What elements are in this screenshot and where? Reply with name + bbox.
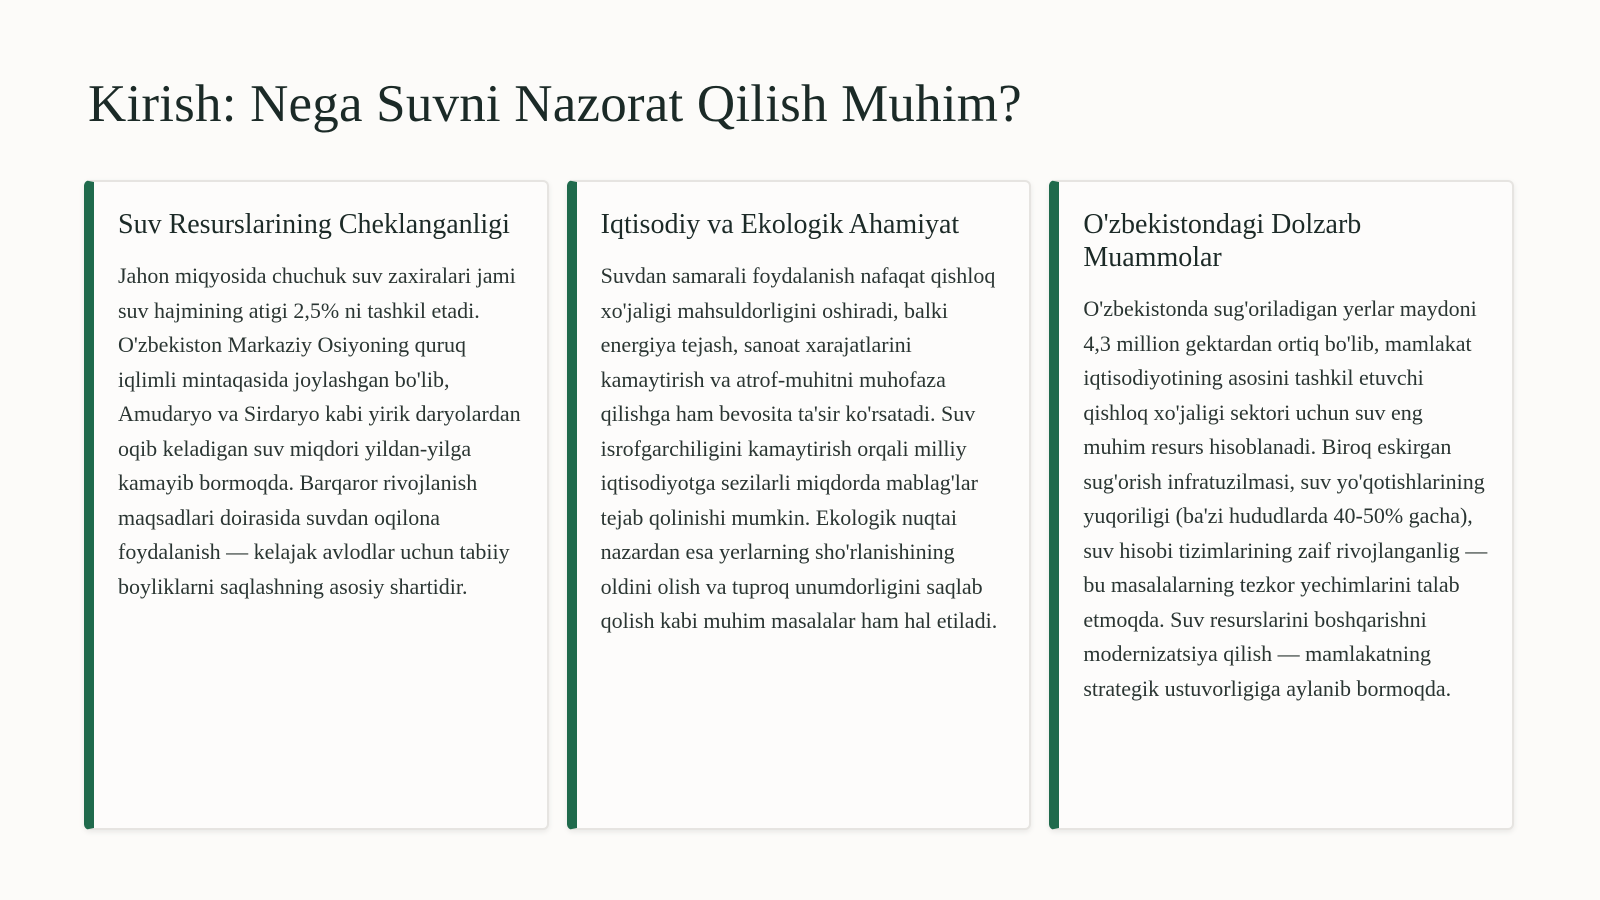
card-title: O'zbekistondagi Dolzarb Muammolar xyxy=(1083,209,1362,273)
page-title: Kirish: Nega Suvni Nazorat Qilish Muhim? xyxy=(88,75,1022,133)
card-title: Iqtisodiy va Ekologik Ahamiyat xyxy=(600,209,960,240)
card-economic-ecological xyxy=(567,180,1032,830)
card-water-scarcity xyxy=(84,180,549,830)
card-title: Suv Resurslarining Cheklanganligi xyxy=(118,209,510,240)
card-body: Jahon miqyosida chuchuk suv zaxiralari jami suv hajmining atigi 2,5% ni tashkil etadi. O'zbekiston Markaziy Osiyoning quruq iqlimli mintaqasida joylashgan bo'lib, Amudaryo va Sirdaryo kabi yirik daryolardan oqib keladigan suv miqdori yildan-yilga kamayib bormoqda. Barqaror rivojlanish maqsadlari doirasida suvdan oqilona foydalanish — kelajak avlodlar uchun tabiiy boyliklarni saqlashning asosiy shartidir. xyxy=(118,263,521,599)
card-body: O'zbekistonda sug'oriladigan yerlar maydoni 4,3 million gektardan ortiq bo'lib, mamlakat iqtisodiyotining asosini tashkil etuvchi qishloq xo'jaligi sektori uchun suv eng muhim resurs hisoblanadi. Biroq eskirgan sug'orish infratuzilmasi, suv yo'qotishlarining yuqoriligi (ba'zi hududlarda 40-50% gacha), suv hisobi tizimlarining zaif rivojlanganlig — bu masalalarning tezkor yechimlarini talab etmoqda. Suv resurslarini boshqarishni modernizatsiya qilish — mamlakatning strategik ustuvorligiga aylanib bormoqda. xyxy=(1083,296,1488,701)
card-body: Suvdan samarali foydalanish nafaqat qishloq xo'jaligi mahsuldorligini oshiradi, balki energiya tejash, sanoat xarajatlarini kamaytirish va atrof-muhitni muhofaza qilishga ham bevosita ta'sir ko'rsatadi. Suv isrofgarchiligini kamaytirish orqali milliy iqtisodiyotga sezilarli miqdorda mablag'lar tejab qolinishi mumkin. Ekologik nuqtai nazardan esa yerlarning sho'rlanishining oldini olish va tuproq unumdorligini saqlab qolish kabi muhim masalalar ham hal etiladi. xyxy=(600,263,998,633)
card-uzbekistan-issues xyxy=(1049,180,1514,830)
cards-row xyxy=(84,180,1514,830)
